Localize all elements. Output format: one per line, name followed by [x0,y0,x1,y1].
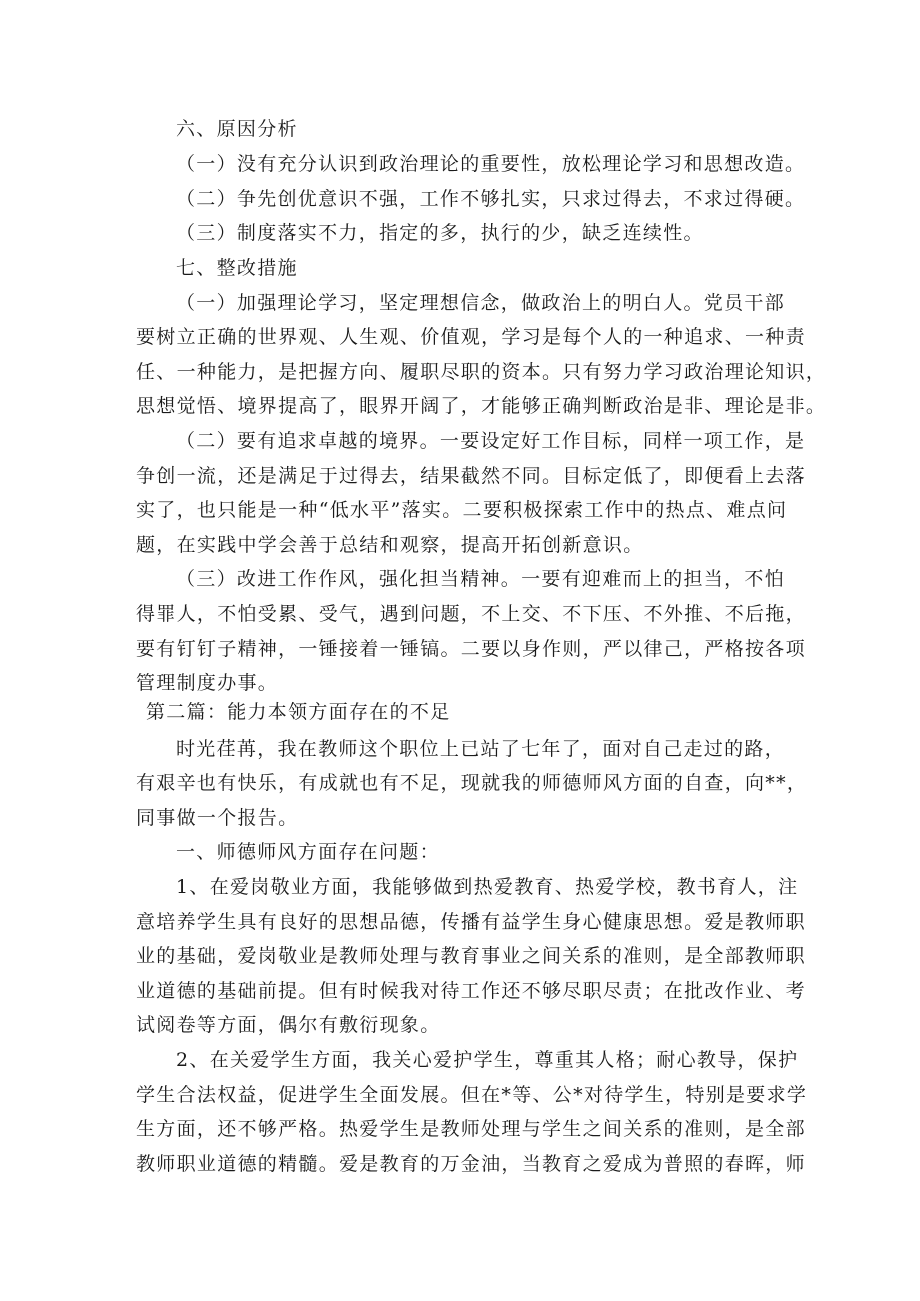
paragraph-line: 生方面，还不够严格。热爱学生是教师处理与学生之间关系的准则，是全部 [136,1118,806,1140]
paragraph-line: 要树立正确的世界观、人生观、价值观，学习是每个人的一种追求、一种责 [136,326,806,348]
paragraph-line: 意培养学生具有良好的思想品德，传播有益学生身心健康思想。爱是教师职 [136,911,806,933]
paragraph-line: （三）改进工作作风，强化担当精神。一要有迎难而上的担当，不怕 [176,568,786,590]
paragraph-line: 同事做一个报告。 [136,807,299,829]
paragraph-line: 得罪人，不怕受累、受气，遇到问题，不上交、不下压、不外推、不后拖， [136,603,806,625]
section-title-part-two: 第二篇：能力本领方面存在的不足 [146,701,451,723]
paragraph-line: 任、一种能力，是把握方向、履职尽职的资本。只有努力学习政治理论知识， [136,361,827,383]
cause-item-2: （二）争先创优意识不强，工作不够扎实，只求过得去，不求过得硬。 [176,188,806,210]
cause-item-3: （三）制度落实不力，指定的多，执行的少，缺乏连续性。 [176,222,704,244]
paragraph-line: 要有钉钉子精神，一锤接着一锤镐。二要以身作则，严以律己，严格按各项 [136,638,806,660]
paragraph-line: 题，在实践中学会善于总结和观察，提高开拓创新意识。 [136,534,644,556]
paragraph-line: 实了，也只能是一种“低水平”落实。二要积极探索工作中的热点、难点问 [136,499,788,521]
heading-ethics-problems: 一、师德师风方面存在问题： [176,841,440,863]
paragraph-line: 业的基础，爱岗敬业是教师处理与教育事业之间关系的准则，是全部教师职 [136,945,806,967]
paragraph-line: 时光荏苒，我在教师这个职位上已站了七年了，面对自己走过的路， [176,738,786,760]
paragraph-line: 学生合法权益，促进学生全面发展。但在*等、公*对待学生，特别是要求学 [136,1084,808,1106]
paragraph-line: （二）要有追求卓越的境界。一要设定好工作目标，同样一项工作，是 [176,430,806,452]
paragraph-line: 试阅卷等方面，偶尔有敷衍现象。 [136,1014,441,1036]
heading-rectification: 七、整改措施 [176,257,298,279]
cause-item-1: （一）没有充分认识到政治理论的重要性，放松理论学习和思想改造。 [176,153,806,175]
paragraph-line: 教师职业道德的精髓。爱是教育的万金油，当教育之爱成为普照的春晖，师 [136,1153,806,1175]
paragraph-line: 有艰辛也有快乐，有成就也有不足，现就我的师德师风方面的自查，向**， [136,772,808,794]
paragraph-line: 管理制度办事。 [136,672,279,694]
paragraph-line: 争创一流，还是满足于过得去，结果截然不同。目标定低了，即便看上去落 [136,465,806,487]
paragraph-line: 1、在爱岗敬业方面，我能够做到热爱教育、热爱学校，教书育人，注 [176,876,799,898]
paragraph-line: 思想觉悟、境界提高了，眼界开阔了，才能够正确判断政治是非、理论是非。 [136,395,827,417]
paragraph-line: 业道德的基础前提。但有时候我对待工作还不够尽职尽责；在批改作业、考 [136,980,806,1002]
paragraph-line: 2、在关爱学生方面，我关心爱护学生，尊重其人格；耐心教导，保护 [176,1049,799,1071]
paragraph-line: （一）加强理论学习，坚定理想信念，做政治上的明白人。党员干部 [176,292,786,314]
heading-cause-analysis: 六、原因分析 [176,118,298,140]
